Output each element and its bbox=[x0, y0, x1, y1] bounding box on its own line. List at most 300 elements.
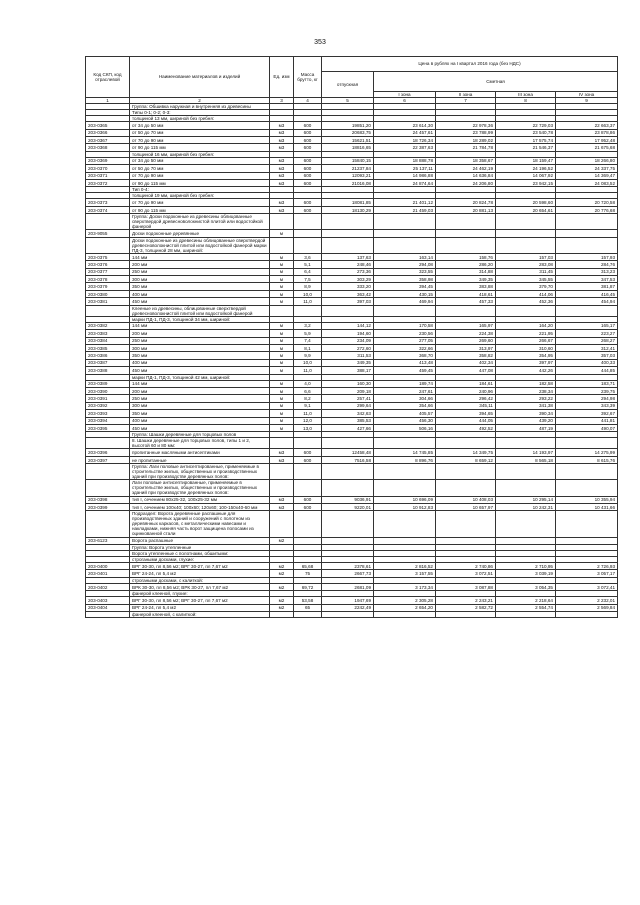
name-cell: тип I, сечением 80x25-32, 100x25-32 мм bbox=[130, 496, 270, 503]
release-price-cell: 7516,58 bbox=[322, 456, 374, 463]
zone2-price-cell: 2 740,86 bbox=[436, 563, 496, 570]
table-row bbox=[86, 417, 618, 424]
zone1-price-cell: 24 457,61 bbox=[374, 129, 436, 136]
release-price-cell: 21237,84 bbox=[322, 165, 374, 172]
name-cell: от 34 до 50 мм bbox=[130, 122, 270, 129]
zone2-price-cell: 349,35 bbox=[436, 276, 496, 283]
empty-cell bbox=[436, 612, 496, 618]
zone1-price-cell: 294,08 bbox=[374, 261, 436, 268]
unit-cell: м bbox=[270, 322, 294, 329]
mass-cell: 12,0 bbox=[294, 417, 322, 424]
code-cell: 203-0379 bbox=[86, 283, 130, 290]
unit-cell: м bbox=[270, 417, 294, 424]
group-heading-text: Группа: Ворота утепленные bbox=[130, 544, 270, 550]
zone2-price-cell: 22 978,36 bbox=[436, 122, 496, 129]
zone2-price-cell: 10 408,03 bbox=[436, 496, 496, 503]
zone1-price-cell: 3 157,55 bbox=[374, 570, 436, 577]
name-cell: Ворота распашные bbox=[130, 537, 270, 544]
unit-cell: м3 bbox=[270, 456, 294, 463]
mass-cell: 600 bbox=[294, 206, 322, 213]
column-number: 4 bbox=[294, 98, 322, 104]
mass-cell: 11,0 bbox=[294, 298, 322, 305]
unit-cell: м3 bbox=[270, 157, 294, 164]
empty-cell bbox=[556, 214, 618, 230]
zone4-price-cell: 312,41 bbox=[556, 344, 618, 351]
zone3-price-cell: 3 054,35 bbox=[496, 583, 556, 590]
group-heading-text: марки ПД-1, ПД-3, толщиной 42 мм, шириной: bbox=[130, 374, 270, 380]
zone1-price-cell: 368,70 bbox=[374, 352, 436, 359]
unit-cell: м bbox=[270, 276, 294, 283]
release-price-cell: 299,64 bbox=[322, 402, 374, 409]
zone4-price-cell: 17 952,48 bbox=[556, 136, 618, 143]
code-cell: 203-0401 bbox=[86, 570, 130, 577]
zone4-price-cell: 284,76 bbox=[556, 261, 618, 268]
group-heading-row bbox=[86, 511, 618, 537]
name-cell: 144 мм bbox=[130, 322, 270, 329]
mass-cell: 3,6 bbox=[294, 253, 322, 260]
name-cell: 450 мм bbox=[130, 298, 270, 305]
code-cell: 203-0403 bbox=[86, 597, 130, 604]
zone3-price-cell: 221,95 bbox=[496, 330, 556, 337]
zone1-price-cell: 189,74 bbox=[374, 380, 436, 387]
name-cell: пропитанные масляными антисептиками bbox=[130, 449, 270, 456]
zone2-price-cell: 14 349,75 bbox=[436, 449, 496, 456]
name-cell: 300 мм bbox=[130, 402, 270, 409]
empty-cell bbox=[556, 480, 618, 496]
zone1-price-cell: 2 654,20 bbox=[374, 604, 436, 611]
zone2-price-cell: 20 881,13 bbox=[436, 206, 496, 213]
group-heading-row bbox=[86, 305, 618, 316]
group-heading-row bbox=[86, 214, 618, 230]
group-heading-row bbox=[86, 464, 618, 480]
zone3-price-cell: 266,67 bbox=[496, 337, 556, 344]
header-zone-4: IV зона bbox=[556, 91, 618, 97]
table-row bbox=[86, 410, 618, 417]
zone3-price-cell: 487,19 bbox=[496, 424, 556, 431]
zone3-price-cell: 2 554,74 bbox=[496, 604, 556, 611]
table-row bbox=[86, 597, 618, 604]
mass-cell: 9,9 bbox=[294, 352, 322, 359]
name-cell: тип I, сечением 100x40; 100x60; 120x60; 100-150x40-60 мм bbox=[130, 503, 270, 510]
zone3-price-cell: 345,55 bbox=[496, 276, 556, 283]
mass-cell: 600 bbox=[294, 122, 322, 129]
unit-cell: м bbox=[270, 268, 294, 275]
unit-cell: м3 bbox=[270, 503, 294, 510]
empty-cell bbox=[556, 237, 618, 253]
code-cell: 203-0376 bbox=[86, 261, 130, 268]
zone2-price-cell: 158,76 bbox=[436, 253, 496, 260]
header-release: отпускная bbox=[322, 72, 374, 98]
mass-cell: 600 bbox=[294, 199, 322, 206]
empty-cell bbox=[86, 214, 130, 230]
mass-cell: 600 bbox=[294, 503, 322, 510]
unit-cell: м bbox=[270, 261, 294, 268]
zone4-price-cell bbox=[556, 230, 618, 237]
name-cell: ВРГ 24-24, пл 5,4 м2 bbox=[130, 570, 270, 577]
zone4-price-cell: 3 072,41 bbox=[556, 583, 618, 590]
unit-cell: м2 bbox=[270, 570, 294, 577]
name-cell: от 90 до 115 мм bbox=[130, 206, 270, 213]
release-price-cell: 19851,20 bbox=[322, 122, 374, 129]
zone3-price-cell: 10 242,31 bbox=[496, 503, 556, 510]
group-heading-row bbox=[86, 480, 618, 496]
zone4-price-cell: 268,27 bbox=[556, 337, 618, 344]
code-cell: 203-0392 bbox=[86, 402, 130, 409]
empty-cell bbox=[294, 237, 322, 253]
zone3-price-cell: 354,95 bbox=[496, 352, 556, 359]
empty-cell bbox=[294, 464, 322, 480]
table-row bbox=[86, 604, 618, 611]
zone1-price-cell: 18 726,34 bbox=[374, 136, 436, 143]
table-row bbox=[86, 129, 618, 136]
empty-cell bbox=[270, 464, 294, 480]
name-cell: от 90 до 115 мм bbox=[130, 179, 270, 186]
name-cell: 144 мм bbox=[130, 380, 270, 387]
release-price-cell: 385,53 bbox=[322, 417, 374, 424]
zone4-price-cell: 357,03 bbox=[556, 352, 618, 359]
group-heading-text: Группа: Шашки деревянные для торцовых полов bbox=[130, 432, 270, 438]
table-row bbox=[86, 537, 618, 544]
mass-cell: 13,0 bbox=[294, 424, 322, 431]
zone1-price-cell: 10 696,09 bbox=[374, 496, 436, 503]
zone2-price-cell: 418,61 bbox=[436, 290, 496, 297]
empty-cell bbox=[86, 612, 130, 618]
zone1-price-cell bbox=[374, 230, 436, 237]
release-price-cell: 363,42 bbox=[322, 290, 374, 297]
unit-cell: м3 bbox=[270, 165, 294, 172]
code-cell: 203-0390 bbox=[86, 387, 130, 394]
release-price-cell: 303,29 bbox=[322, 276, 374, 283]
zone1-price-cell: 469,94 bbox=[374, 298, 436, 305]
zone4-price-cell: 22 663,37 bbox=[556, 122, 618, 129]
mass-cell: 69,72 bbox=[294, 583, 322, 590]
zone3-price-cell: 23 540,78 bbox=[496, 129, 556, 136]
name-cell: 200 мм bbox=[130, 261, 270, 268]
release-price-cell: 194,60 bbox=[322, 330, 374, 337]
name-cell: 450 мм bbox=[130, 367, 270, 374]
release-price-cell: 2242,49 bbox=[322, 604, 374, 611]
zone2-price-cell: 21 784,78 bbox=[436, 144, 496, 151]
zone1-price-cell: 247,61 bbox=[374, 387, 436, 394]
table-row bbox=[86, 165, 618, 172]
zone3-price-cell: 2 710,95 bbox=[496, 563, 556, 570]
zone4-price-cell: 400,33 bbox=[556, 359, 618, 366]
unit-cell: м2 bbox=[270, 583, 294, 590]
release-price-cell: 349,35 bbox=[322, 359, 374, 366]
zone1-price-cell bbox=[374, 537, 436, 544]
name-cell: от 50 до 70 мм bbox=[130, 165, 270, 172]
group-heading-text: 8. Шашки деревянные для торцовых полов, типы 1 и 2, высотой 60 и 80 мм: bbox=[130, 438, 270, 449]
table-row bbox=[86, 172, 618, 179]
zone3-price-cell: 283,08 bbox=[496, 261, 556, 268]
code-cell: 203-0391 bbox=[86, 395, 130, 402]
zone1-price-cell: 506,16 bbox=[374, 424, 436, 431]
name-cell: 200 мм bbox=[130, 330, 270, 337]
unit-cell: м bbox=[270, 380, 294, 387]
column-number: 7 bbox=[436, 98, 496, 104]
empty-cell bbox=[322, 237, 374, 253]
unit-cell: м bbox=[270, 387, 294, 394]
table-row bbox=[86, 206, 618, 213]
unit-cell: м bbox=[270, 395, 294, 402]
zone2-price-cell: 269,60 bbox=[436, 337, 496, 344]
empty-cell bbox=[270, 305, 294, 316]
code-cell: 203-0372 bbox=[86, 179, 130, 186]
zone3-price-cell: 390,34 bbox=[496, 410, 556, 417]
empty-cell bbox=[86, 464, 130, 480]
zone1-price-cell: 322,66 bbox=[374, 344, 436, 351]
empty-cell bbox=[436, 511, 496, 537]
zone4-price-cell: 14 275,99 bbox=[556, 449, 618, 456]
release-price-cell: 18816,65 bbox=[322, 144, 374, 151]
name-cell: от 34 до 50 мм bbox=[130, 157, 270, 164]
group-heading-text: строгаными досками, с калиткой: bbox=[130, 577, 270, 583]
zone1-price-cell: 304,66 bbox=[374, 395, 436, 402]
header-zone-2: II зона bbox=[436, 91, 496, 97]
zone1-price-cell: 358,98 bbox=[374, 276, 436, 283]
unit-cell: м3 bbox=[270, 496, 294, 503]
zone1-price-cell: 3 173,34 bbox=[374, 583, 436, 590]
empty-cell bbox=[322, 464, 374, 480]
name-cell: 250 мм bbox=[130, 268, 270, 275]
name-cell: 350 мм bbox=[130, 352, 270, 359]
mass-cell: 600 bbox=[294, 172, 322, 179]
zone2-price-cell: 3 087,88 bbox=[436, 583, 496, 590]
empty-cell bbox=[556, 464, 618, 480]
zone2-price-cell: 313,97 bbox=[436, 344, 496, 351]
group-heading-text: марки ПД-1, ПД-3, толщиной 34 мм, шириной: bbox=[130, 316, 270, 322]
zone2-price-cell: 444,05 bbox=[436, 417, 496, 424]
table-row bbox=[86, 337, 618, 344]
mass-cell: 600 bbox=[294, 157, 322, 164]
zone3-price-cell: 341,38 bbox=[496, 402, 556, 409]
zone1-price-cell: 21 401,12 bbox=[374, 199, 436, 206]
zone2-price-cell: 23 788,99 bbox=[436, 129, 496, 136]
unit-cell: м bbox=[270, 337, 294, 344]
column-number: 6 bbox=[374, 98, 436, 104]
empty-cell bbox=[294, 438, 322, 449]
zone3-price-cell: 14 067,92 bbox=[496, 172, 556, 179]
mass-cell: 65,68 bbox=[294, 563, 322, 570]
zone3-price-cell: 14 193,97 bbox=[496, 449, 556, 456]
code-cell: 203-0400 bbox=[86, 563, 130, 570]
unit-cell: м3 bbox=[270, 449, 294, 456]
name-cell: 400 мм bbox=[130, 359, 270, 366]
group-heading-row bbox=[86, 237, 618, 253]
zone2-price-cell: 184,61 bbox=[436, 380, 496, 387]
release-price-cell bbox=[322, 537, 374, 544]
zone4-price-cell: 454,94 bbox=[556, 298, 618, 305]
zone4-price-cell: 381,87 bbox=[556, 283, 618, 290]
table-row bbox=[86, 261, 618, 268]
zone3-price-cell: 452,36 bbox=[496, 298, 556, 305]
release-price-cell: 273,36 bbox=[322, 268, 374, 275]
empty-cell bbox=[86, 511, 130, 537]
empty-cell bbox=[556, 511, 618, 537]
unit-cell: м3 bbox=[270, 179, 294, 186]
zone3-price-cell: 24 196,52 bbox=[496, 165, 556, 172]
mass-cell: 6,4 bbox=[294, 268, 322, 275]
group-heading-text: Тип 0-4: bbox=[130, 187, 270, 193]
release-price-cell: 234,09 bbox=[322, 337, 374, 344]
empty-cell bbox=[322, 511, 374, 537]
code-cell: 203-9055 bbox=[86, 230, 130, 237]
table-row bbox=[86, 290, 618, 297]
name-cell: от 50 до 70 мм bbox=[130, 129, 270, 136]
zone2-price-cell: 296,42 bbox=[436, 395, 496, 402]
table-row bbox=[86, 298, 618, 305]
unit-cell: м bbox=[270, 253, 294, 260]
table-row bbox=[86, 144, 618, 151]
name-cell: 300 мм bbox=[130, 344, 270, 351]
unit-cell: м bbox=[270, 352, 294, 359]
zone4-price-cell: 392,67 bbox=[556, 410, 618, 417]
release-price-cell: 272,60 bbox=[322, 344, 374, 351]
zone1-price-cell: 163,14 bbox=[374, 253, 436, 260]
empty-cell bbox=[86, 480, 130, 496]
table-row bbox=[86, 322, 618, 329]
release-price-cell: 9036,91 bbox=[322, 496, 374, 503]
zone4-price-cell: 2 232,01 bbox=[556, 597, 618, 604]
zone2-price-cell bbox=[436, 537, 496, 544]
zone2-price-cell: 314,88 bbox=[436, 268, 496, 275]
zone2-price-cell: 24 462,19 bbox=[436, 165, 496, 172]
release-price-cell: 257,41 bbox=[322, 395, 374, 402]
mass-cell: 7,5 bbox=[294, 276, 322, 283]
column-number: 8 bbox=[496, 98, 556, 104]
code-cell: 203-0395 bbox=[86, 424, 130, 431]
empty-cell bbox=[436, 480, 496, 496]
page-number: 353 bbox=[314, 39, 326, 46]
code-cell: 203-0387 bbox=[86, 359, 130, 366]
zone4-price-cell: 24 083,52 bbox=[556, 179, 618, 186]
mass-cell bbox=[294, 537, 322, 544]
zone4-price-cell: 2 726,93 bbox=[556, 563, 618, 570]
unit-cell: м2 bbox=[270, 563, 294, 570]
price-table bbox=[85, 56, 618, 618]
name-cell: 200 мм bbox=[130, 387, 270, 394]
name-cell: 144 мм bbox=[130, 253, 270, 260]
zone2-price-cell: 3 072,51 bbox=[436, 570, 496, 577]
zone3-price-cell: 21 546,37 bbox=[496, 144, 556, 151]
zone3-price-cell: 2 218,64 bbox=[496, 597, 556, 604]
code-cell: 203-0380 bbox=[86, 290, 130, 297]
code-cell: 203-0371 bbox=[86, 172, 130, 179]
code-cell: 203-0396 bbox=[86, 449, 130, 456]
mass-cell: 9,1 bbox=[294, 402, 322, 409]
table-row bbox=[86, 449, 618, 456]
group-heading-text: Доски подоконные из древесины облицованные сверхтвердой древесноволокнистой плитой или водостойкой фанерой марки ПД-3, толщиной 28 мм, шириной: bbox=[130, 237, 270, 253]
column-number: 9 bbox=[556, 98, 618, 104]
zone1-price-cell: 22 387,63 bbox=[374, 144, 436, 151]
table-row bbox=[86, 352, 618, 359]
zone4-price-cell: 18 266,80 bbox=[556, 157, 618, 164]
group-heading-text: Группа: Доски подоконные из древесины облицованные сверхтвердой древесноволокнистой плитой или водостойкой фанерой bbox=[130, 214, 270, 230]
table-row bbox=[86, 157, 618, 164]
zone4-price-cell: 165,17 bbox=[556, 322, 618, 329]
table-row bbox=[86, 199, 618, 206]
mass-cell: 65 bbox=[294, 604, 322, 611]
mass-cell: 4,0 bbox=[294, 380, 322, 387]
code-cell: 203-0368 bbox=[86, 144, 130, 151]
table-row bbox=[86, 276, 618, 283]
release-price-cell: 311,53 bbox=[322, 352, 374, 359]
name-cell: ВРГ 30-30, пл 8,56 м2; ВРГ 30-27, пл 7,67 м2 bbox=[130, 597, 270, 604]
table-row bbox=[86, 136, 618, 143]
table-row bbox=[86, 359, 618, 366]
mass-cell: 600 bbox=[294, 449, 322, 456]
release-price-cell: 2681,09 bbox=[322, 583, 374, 590]
empty-cell bbox=[322, 438, 374, 449]
empty-cell bbox=[374, 511, 436, 537]
name-cell: от 90 до 115 мм bbox=[130, 144, 270, 151]
mass-cell: 10,0 bbox=[294, 290, 322, 297]
unit-cell: м3 bbox=[270, 144, 294, 151]
zone1-price-cell: 23 614,30 bbox=[374, 122, 436, 129]
name-cell: 250 мм bbox=[130, 395, 270, 402]
header-estimate: Сметная bbox=[374, 72, 618, 92]
unit-cell: м2 bbox=[270, 537, 294, 544]
empty-cell bbox=[374, 464, 436, 480]
code-cell: 203-0375 bbox=[86, 253, 130, 260]
group-heading-text: толщиной 19 мм, шириной без гребня: bbox=[130, 193, 270, 199]
name-cell: 350 мм bbox=[130, 283, 270, 290]
zone4-price-cell: 416,45 bbox=[556, 290, 618, 297]
empty-cell bbox=[294, 511, 322, 537]
table-row bbox=[86, 283, 618, 290]
empty-cell bbox=[496, 305, 556, 316]
code-cell: 203-0383 bbox=[86, 330, 130, 337]
table-row bbox=[86, 496, 618, 503]
empty-cell bbox=[270, 480, 294, 496]
unit-cell: м bbox=[270, 283, 294, 290]
release-price-cell: 144,12 bbox=[322, 322, 374, 329]
zone2-price-cell: 2 582,72 bbox=[436, 604, 496, 611]
mass-cell bbox=[294, 230, 322, 237]
release-price-cell: 248,46 bbox=[322, 261, 374, 268]
group-heading-text: Группа: Обшивка наружная и внутренняя из древесины bbox=[130, 104, 270, 110]
zone2-price-cell: 224,38 bbox=[436, 330, 496, 337]
zone4-price-cell: 21 675,68 bbox=[556, 144, 618, 151]
unit-cell: м3 bbox=[270, 206, 294, 213]
empty-cell bbox=[496, 438, 556, 449]
zone1-price-cell: 25 137,11 bbox=[374, 165, 436, 172]
code-cell: 203-0384 bbox=[86, 337, 130, 344]
zone3-price-cell: 157,03 bbox=[496, 253, 556, 260]
empty-cell bbox=[86, 305, 130, 316]
table-header bbox=[86, 57, 618, 104]
group-heading-text: Группа: Лаги половые антисептированные, применяемые в строительстве жилых, общественных и производственных зданий при производстве деревянных полов: bbox=[130, 464, 270, 480]
code-cell: 203-0365 bbox=[86, 122, 130, 129]
table-row bbox=[86, 344, 618, 351]
zone2-price-cell: 383,88 bbox=[436, 283, 496, 290]
zone4-price-cell: 441,81 bbox=[556, 417, 618, 424]
zone4-price-cell bbox=[556, 537, 618, 544]
zone1-price-cell: 459,45 bbox=[374, 367, 436, 374]
table-row bbox=[86, 395, 618, 402]
code-cell: 203-0404 bbox=[86, 604, 130, 611]
column-number: 1 bbox=[86, 98, 130, 104]
zone2-price-cell: 165,97 bbox=[436, 322, 496, 329]
zone2-price-cell: 2 243,21 bbox=[436, 597, 496, 604]
empty-cell bbox=[294, 305, 322, 316]
unit-cell: м bbox=[270, 402, 294, 409]
zone3-price-cell: 293,22 bbox=[496, 395, 556, 402]
zone3-price-cell bbox=[496, 537, 556, 544]
code-cell: 203-0377 bbox=[86, 268, 130, 275]
name-cell: не пропитанные bbox=[130, 456, 270, 463]
empty-cell bbox=[374, 214, 436, 230]
